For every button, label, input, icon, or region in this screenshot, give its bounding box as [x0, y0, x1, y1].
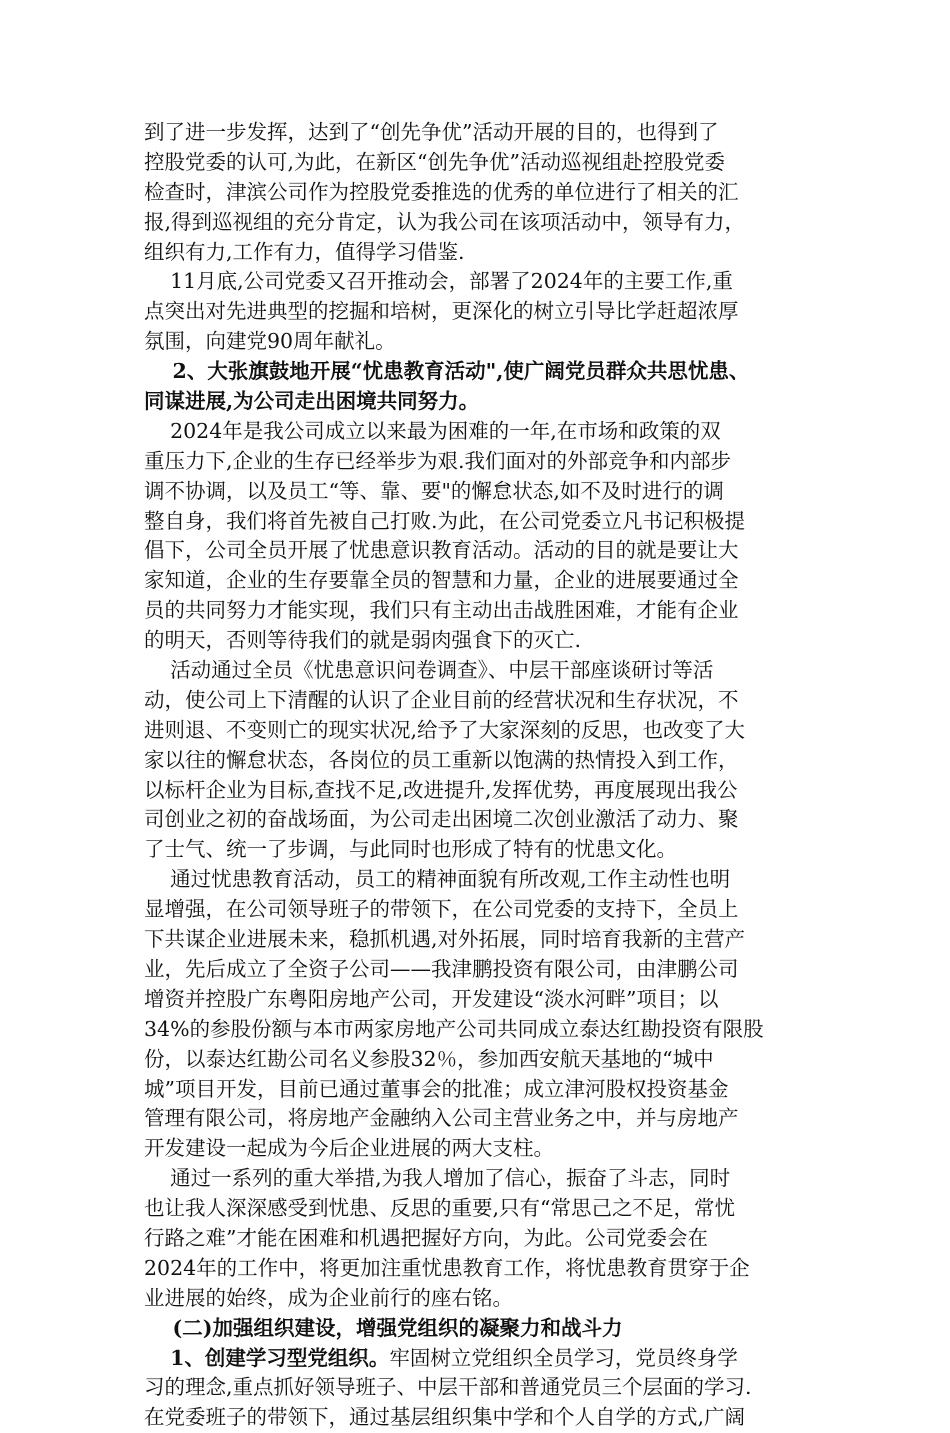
text-line: 检查时，津滨公司作为控股党委推选的优秀的单位进行了相关的汇 [144, 179, 739, 204]
text-line: 份，以泰达红勘公司名义参股32％，参加西安航天基地的“城中 [144, 1046, 714, 1071]
text-line: 在党委班子的带领下，通过基层组织集中学和个人自学的方式,广阔 [144, 1405, 746, 1430]
text-line: 下共谋企业进展未来，稳抓机遇,对外拓展，同时培育我新的主营产 [144, 927, 746, 952]
text-line: 司创业之初的奋战场面，为公司走出困境二次创业激活了动力、聚 [144, 807, 739, 832]
text-line: 业，先后成立了全资子公司——我津鹏投资有限公司，由津鹏公司 [144, 956, 739, 981]
text-line: 管理有限公司，将房地产金融纳入公司主营业务之中，并与房地产 [144, 1106, 739, 1131]
text-line: 开发建设一起成为今后企业进展的两大支柱。 [144, 1136, 554, 1161]
text-line: 2、大张旗鼓地开展“忧患教育活动",使广阔党员群众共思忧患、 [144, 359, 750, 384]
text-line: 整自身，我们将首先被自己打败.为此，在公司党委立凡书记积极提 [144, 508, 746, 533]
text-line: 员的共同努力才能实现，我们只有主动出击战胜困难，才能有企业 [144, 598, 739, 623]
text-line: 控股党委的认可,为此，在新区“创先争优”活动巡视组赴控股党委 [144, 149, 725, 174]
text-line: 氛围，向建党90周年献礼。 [144, 329, 396, 354]
text-line: 组织有力,工作有力，值得学习借鉴. [144, 239, 465, 264]
text-line: 重压力下,企业的生存已经举步为艰.我们面对的外部竞争和内部步 [144, 448, 732, 473]
text-line: 2024年的工作中，将更加注重忧患教育工作，将忧患教育贯穿于企 [144, 1255, 750, 1280]
text-line: 通过一系列的重大举措,为我人增加了信心，振奋了斗志，同时 [144, 1166, 731, 1191]
text-line: 了士气、统一了步调，与此同时也形成了特有的忧患文化。 [144, 837, 677, 862]
text-line-rest: 牢固树立党组织全员学习，党员终身学 [389, 1345, 738, 1370]
text-line: 进则退、不变则亡的现实状况,给予了大家深刻的反思，也改变了大 [144, 717, 746, 742]
text-line: 行路之难”才能在困难和机遇把握好方向，为此。公司党委会在 [144, 1225, 708, 1250]
text-line: 点突出对先进典型的挖掘和培树，更深化的树立引导比学赶超浓厚 [144, 299, 739, 324]
text-line: 34%的参股份额与本市两家房地产公司共同成立泰达红勘投资有限股 [144, 1016, 764, 1041]
text-line-indent [144, 1346, 170, 1370]
text-line: 调不协调，以及员工“等、靠、要"的懈怠状态,如不及时进行的调 [144, 478, 724, 503]
text-line: 倡下，公司全员开展了忧患意识教育活动。活动的目的就是要让大 [144, 538, 739, 563]
text-line: 增资并控股广东粤阳房地产公司，开发建设“淡水河畔”项目；以 [144, 986, 719, 1011]
text-line: 显增强，在公司领导班子的带领下，在公司党委的支持下，全员上 [144, 897, 739, 922]
text-line: 业进展的始终，成为企业前行的座右铭。 [144, 1285, 513, 1310]
document-page [144, 118, 824, 1433]
text-line: 家知道，企业的生存要靠全员的智慧和力量，企业的进展要通过全 [144, 568, 739, 593]
text-line: 动，使公司上下清醒的认识了企业目前的经营状况和生存状况，不 [144, 687, 739, 712]
text-line: 报,得到巡视组的充分肯定，认为我公司在该项活动中，领导有力， [144, 209, 746, 234]
text-line [144, 1344, 824, 1374]
text-line: 同谋进展,为公司走出困境共同努力。 [144, 389, 480, 414]
inline-heading: 1、创建学习型党组织。 [170, 1345, 390, 1370]
text-line: 家以往的懈怠状态，各岗位的员工重新以饱满的热情投入到工作， [144, 747, 739, 772]
text-line: 以标杆企业为目标,查找不足,改进提升,发挥优势，再度展现出我公 [144, 777, 738, 802]
text-line: (二)加强组织建设，增强党组织的凝聚力和战斗力 [144, 1315, 623, 1340]
text-line: 习的理念,重点抓好领导班子、中层干部和普通党员三个层面的学习. [144, 1375, 752, 1400]
text-line: 的明天，否则等待我们的就是弱肉强食下的灭亡. [144, 628, 582, 653]
text-line: 2024年是我公司成立以来最为困难的一年,在市场和政策的双 [144, 418, 721, 443]
text-line: 活动通过全员《忧患意识问卷调查》、中层干部座谈研讨等活 [144, 658, 714, 683]
text-line: 通过忧患教育活动，员工的精神面貌有所改观,工作主动性也明 [144, 867, 731, 892]
text-line: 到了进一步发挥，达到了“创先争优”活动开展的目的，也得到了 [144, 120, 719, 144]
text-line: 也让我人深深感受到忧患、反思的重要,只有“常思己之不足，常忧 [144, 1196, 735, 1221]
text-line: 城”项目开发，目前已通过董事会的批准；成立津河股权投资基金 [144, 1076, 729, 1101]
text-line: 11月底,公司党委又召开推动会，部署了2024年的主要工作,重 [144, 269, 733, 294]
